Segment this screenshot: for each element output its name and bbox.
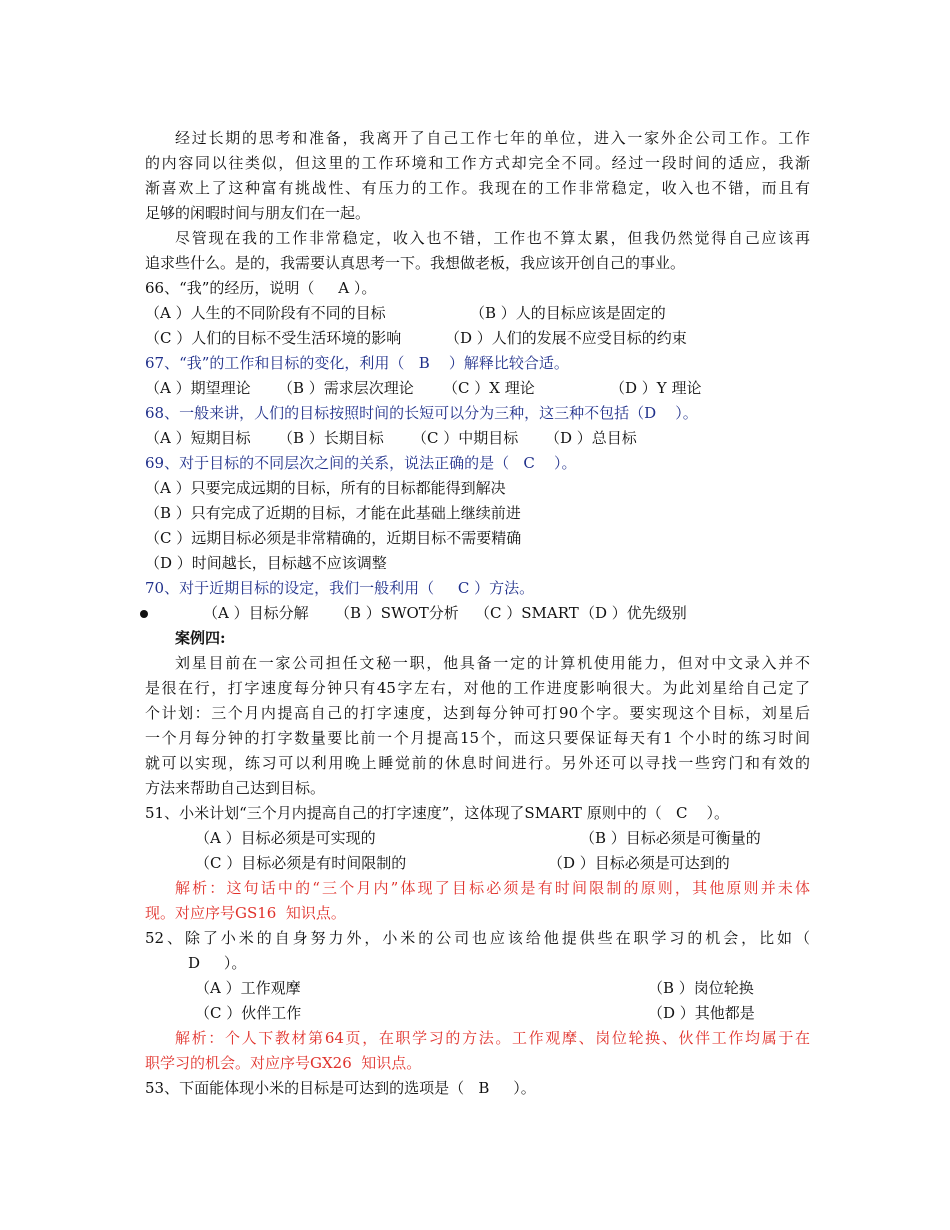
question-66-stem: 66、“我”的经历，说明（ A ）。 [145,279,377,297]
question-67-option-c: （C ）X 理论 [443,379,535,397]
question-52-stem-line1: 52、除了小米的自身努力外，小米的公司也应该给他提供些在职学习的机会，比如（ [145,929,810,947]
question-68-option-a: （A ）短期目标 [145,429,251,447]
question-67-option-b: （B ）需求层次理论 [278,379,414,397]
story-p1-line1: 经过长期的思考和准备，我离开了自己工作七年的单位，进入一家外企公司工作。工作 [175,129,810,147]
question-52-analysis-line1: 解析：个人下教材第64页，在职学习的方法。工作观摩、岗位轮换、伙伴工作均属于在 [175,1029,810,1047]
case-p-line6: 方法来帮助自己达到目标。 [145,779,326,797]
question-52-option-d: （D ）其他都是 [648,1004,755,1022]
question-70-option-c: （C ）SMART [475,604,579,622]
question-69-option-c: （C ）远期目标必须是非常精确的，近期目标不需要精确 [145,529,522,547]
question-66-option-c: （C ）人们的目标不受生活环境的影响 [145,329,402,347]
story-p1-line3: 渐喜欢上了这种富有挑战性、有压力的工作。我现在的工作非常稳定，收入也不错，而且有 [145,179,810,197]
question-68-option-d: （D ）总目标 [545,429,637,447]
question-52-option-b: （B ）岗位轮换 [648,979,754,997]
question-70-option-d: （D ）优先级别 [580,604,687,622]
question-69-option-d: （D ）时间越长，目标越不应该调整 [145,554,387,572]
question-67-stem: 67、“我”的工作和目标的变化，利用（ B ）解释比较合适。 [145,354,569,372]
question-52-analysis-line2: 职学习的机会。对应序号GX26 知识点。 [145,1054,422,1072]
story-p1-line2: 的内容同以往类似，但这里的工作环境和工作方式却完全不同。经过一段时间的适应，我渐 [145,154,810,172]
case-p-line4: 一个月每分钟的打字数量要比前一个月提高15个，而这只要保证每天有1 个小时的练习时间 [145,729,810,747]
question-66-option-a: （A ）人生的不同阶段有不同的目标 [145,304,386,322]
bullet-icon [140,610,148,618]
question-52-option-a: （A ）工作观摩 [195,979,301,997]
question-67-option-d: （D ）Y 理论 [610,379,702,397]
question-51-option-d: （D ）目标必须是可达到的 [548,854,730,872]
question-69-option-b: （B ）只有完成了近期的目标，才能在此基础上继续前进 [145,504,521,522]
question-51-analysis-line2: 现。对应序号GS16 知识点。 [145,904,346,922]
story-p1-line4: 足够的闲暇时间与朋友们在一起。 [145,204,371,222]
question-66-option-b: （B ）人的目标应该是固定的 [470,304,666,322]
question-69-option-a: （A ）只要完成远期的目标，所有的目标都能得到解决 [145,479,506,497]
question-66-option-d: （D ）人们的发展不应受目标的约束 [445,329,687,347]
question-67-option-a: （A ）期望理论 [145,379,251,397]
question-51-stem: 51、小米计划“三个月内提高自己的打字速度”，这体现了SMART 原则中的（ C ）。 [145,804,730,822]
case-p-line1: 刘星目前在一家公司担任文秘一职，他具备一定的计算机使用能力，但对中文录入并不 [175,654,810,672]
question-51-option-b: （B ）目标必须是可衡量的 [580,829,761,847]
case-p-line3: 个计划：三个月内提高自己的打字速度，达到每分钟可打90个字。要实现这个目标，刘星后 [145,704,810,722]
story-p2-line1: 尽管现在我的工作非常稳定，收入也不错，工作也不算太累，但我仍然觉得自己应该再 [175,229,810,247]
question-70-stem: 70、对于近期目标的设定，我们一般利用（ C ）方法。 [145,579,535,597]
question-68-option-c: （C ）中期目标 [412,429,519,447]
case-heading: 案例四: [175,629,226,647]
question-68-option-b: （B ）长期目标 [278,429,384,447]
question-68-stem: 68、一般来讲，人们的目标按照时间的长短可以分为三种，这三种不包括（D ）。 [145,404,698,422]
question-69-stem: 69、对于目标的不同层次之间的关系，说法正确的是（ C ）。 [145,454,577,472]
case-p-line2: 是很在行，打字速度每分钟只有45字左右，对他的工作进度影响很大。为此刘星给自己定了 [145,679,810,697]
case-p-line5: 就可以实现，练习可以利用晚上睡觉前的休息时间进行。另外还可以寻找一些窍门和有效的 [145,754,810,772]
question-52-stem-line2: D ）。 [188,954,247,972]
question-51-analysis-line1: 解析：这句话中的“三个月内”体现了目标必须是有时间限制的原则，其他原则并未体 [175,879,810,897]
question-53-stem: 53、下面能体现小米的目标是可达到的选项是（ B ）。 [145,1079,536,1097]
question-52-option-c: （C ）伙伴工作 [195,1004,302,1022]
question-51-option-a: （A ）目标必须是可实现的 [195,829,376,847]
question-70-option-b: （B ）SWOT分析 [335,604,459,622]
question-70-option-a: （A ）目标分解 [203,604,309,622]
question-51-option-c: （C ）目标必须是有时间限制的 [195,854,407,872]
story-p2-line2: 追求些什么。是的，我需要认真思考一下。我想做老板，我应该开创自己的事业。 [145,254,686,272]
